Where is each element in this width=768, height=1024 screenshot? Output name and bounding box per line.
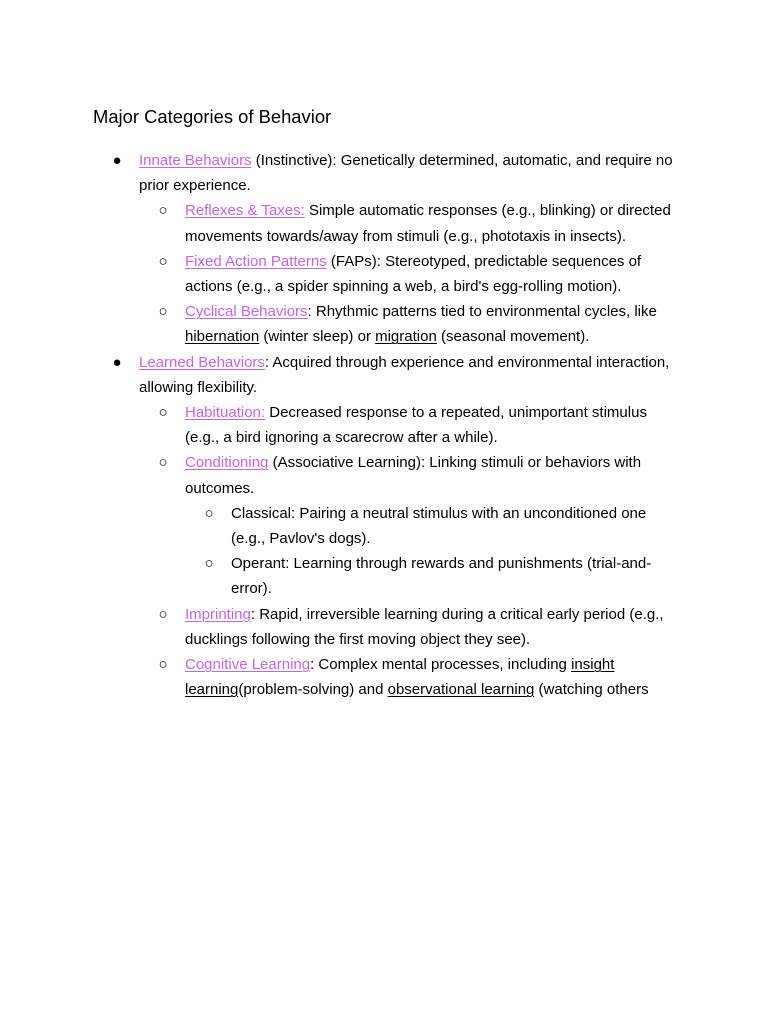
cyclical-description-a: : Rhythmic patterns tied to environmental cycles, like (307, 303, 657, 321)
cognitive-description-b: (problem-solving) and (238, 681, 388, 699)
faps-description: (FAPs): Stereotyped, predictable sequences of actions (e.g., a spider spinning a web, a bird's egg-rolling motion). (185, 252, 642, 296)
hollow-bullet-icon: ○ (158, 605, 168, 623)
hollow-bullet-icon: ○ (158, 454, 168, 472)
term-migration: migration (375, 328, 437, 346)
habituation-description: Decreased response to a repeated, unimportant stimulus (e.g., a bird ignoring a scarecrow after a while). (185, 404, 647, 447)
filled-bullet-icon: ● (112, 152, 122, 169)
term-cognitive-learning[interactable]: Cognitive Learning (185, 656, 311, 674)
term-observational-learning: observational learning (387, 681, 535, 699)
term-hibernation: hibernation (185, 328, 260, 346)
hollow-bullet-icon: ○ (204, 555, 214, 573)
term-insight-learning: insight learning (185, 656, 615, 699)
term-reflexes-taxes[interactable]: Reflexes & Taxes: (185, 202, 305, 220)
operant-description: Operant: Learning through rewards and punishments (trial-and-error). (231, 555, 652, 598)
list-item-cognitive (139, 652, 678, 702)
innate-description: (Instinctive): Genetically determined, automatic, and require no prior experience. (139, 152, 673, 195)
cognitive-description-a: : Complex mental processes, including (310, 656, 572, 674)
list-item-learned (93, 350, 678, 703)
conditioning-description: (Associative Learning): Linking stimuli or behaviors with outcomes. (185, 454, 642, 497)
hollow-bullet-icon: ○ (158, 202, 168, 220)
term-learned-behaviors[interactable]: Learned Behaviors (139, 353, 265, 371)
hollow-bullet-icon: ○ (158, 656, 168, 674)
document-title: Major Categories of Behavior (93, 106, 332, 127)
list-item-imprinting (139, 602, 678, 652)
term-fixed-action-patterns[interactable]: Fixed Action Patterns (185, 252, 327, 270)
classical-description: Classical: Pairing a neutral stimulus with an unconditioned one (e.g., Pavlov's dogs). (231, 504, 647, 548)
term-innate-behaviors[interactable]: Innate Behaviors (139, 152, 252, 169)
list-item-reflexes (139, 198, 678, 248)
cyclical-description-c: (seasonal movement). (436, 328, 590, 346)
hollow-bullet-icon: ○ (158, 303, 168, 321)
learned-description: : Acquired through experience and environmental interaction, allowing flexibility. (139, 353, 670, 396)
list-item-conditioning (139, 450, 678, 601)
innate-sublist (139, 198, 678, 349)
list-item-cyclical (139, 299, 678, 349)
hollow-bullet-icon: ○ (158, 252, 168, 270)
hollow-bullet-icon: ○ (204, 504, 214, 522)
term-cyclical-behaviors[interactable]: Cyclical Behaviors (185, 303, 308, 321)
reflexes-description: Simple automatic responses (e.g., blinking) or directed movements towards/away from stimuli (e.g., phototaxis in insects). (185, 202, 671, 245)
list-item-operant (185, 551, 678, 601)
term-habituation[interactable]: Habituation: (185, 404, 266, 422)
term-conditioning[interactable]: Conditioning (185, 454, 269, 472)
cognitive-description-c: (watching others (534, 681, 649, 699)
list-item-innate (93, 148, 678, 350)
imprinting-description: : Rapid, irreversible learning during a critical early period (e.g., ducklings following the first moving object they see). (185, 605, 664, 648)
conditioning-sublist (185, 501, 678, 602)
list-item-habituation (139, 400, 678, 450)
learned-sublist (139, 400, 678, 702)
term-imprinting[interactable]: Imprinting (185, 605, 251, 623)
cyclical-description-b: (winter sleep) or (259, 328, 376, 346)
list-item-faps (139, 249, 678, 299)
filled-bullet-icon: ● (112, 353, 122, 371)
behavior-categories-list (93, 148, 678, 702)
list-item-classical (185, 501, 678, 551)
hollow-bullet-icon: ○ (158, 404, 168, 422)
